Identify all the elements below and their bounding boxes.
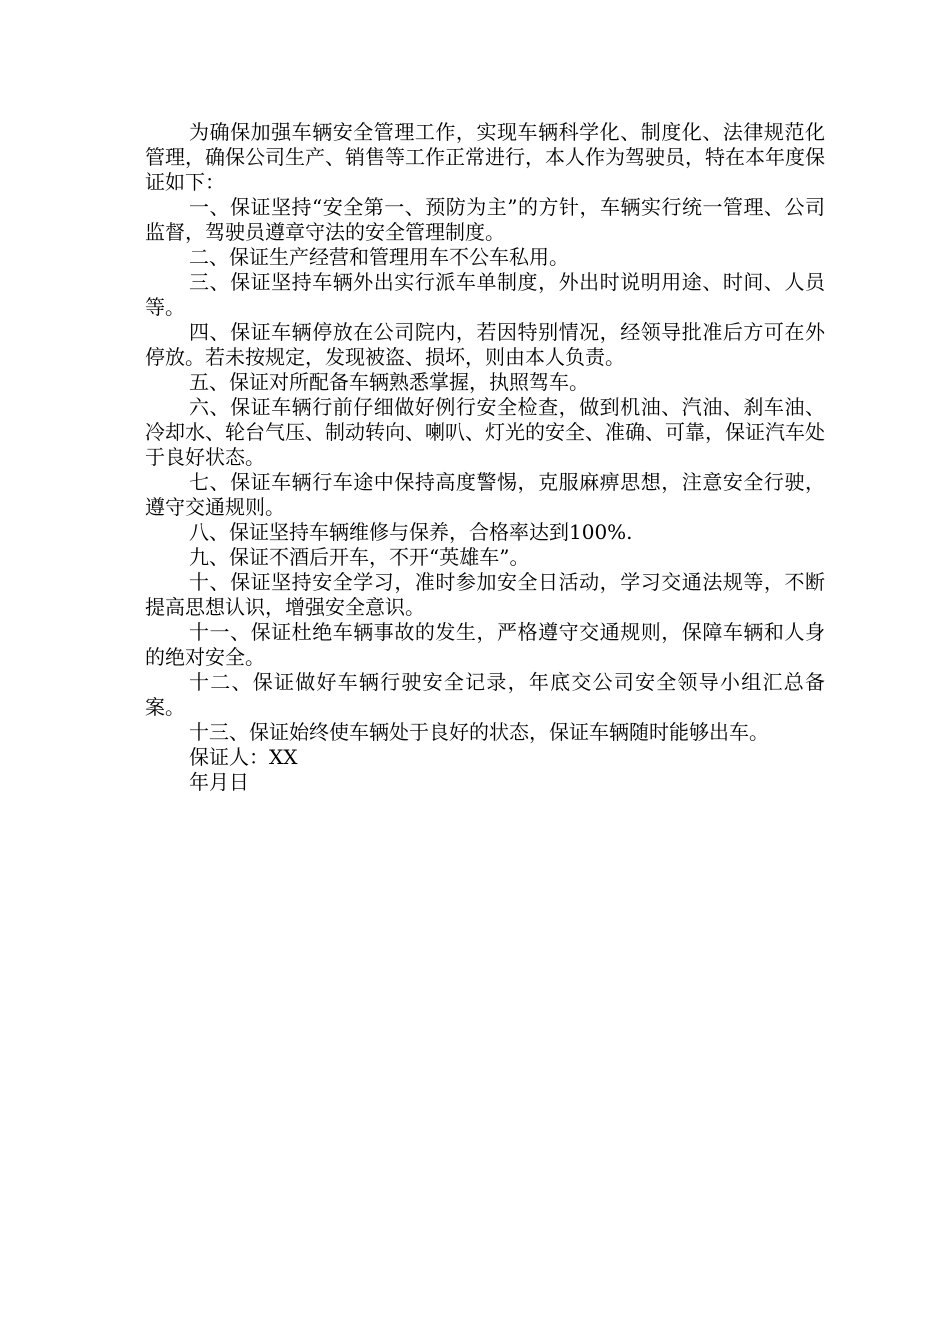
clause-4: 四、保证车辆停放在公司院内，若因特别情况，经领导批准后方可在外停放。若未按规定，发现被盗、损坏，则由本人负责。 <box>145 320 825 369</box>
clause-2: 二、保证生产经营和管理用车不公车私用。 <box>189 245 569 269</box>
clause-13: 十三、保证始终使车辆处于良好的状态，保证车辆随时能够出车。 <box>189 720 769 744</box>
clause-12: 十二、保证做好车辆行驶安全记录，年底交公司安全领导小组汇总备案。 <box>145 670 825 719</box>
clause-1: 一、保证坚持“安全第一、预防为主”的方针，车辆实行统一管理、公司监督，驾驶员遵章守法的安全管理制度。 <box>145 195 825 244</box>
date-line: 年月日 <box>189 770 249 794</box>
clause-5: 五、保证对所配备车辆熟悉掌握，执照驾车。 <box>189 370 589 394</box>
clause-6: 六、保证车辆行前仔细做好例行安全检查，做到机油、汽油、刹车油、冷却水、轮台气压、制动转向、喇叭、灯光的安全、准确、可靠，保证汽车处于良好状态。 <box>145 395 825 469</box>
clause-9: 九、保证不酒后开车，不开“英雄车”。 <box>189 545 530 569</box>
guarantor-signature: 保证人：XX <box>189 745 298 769</box>
clause-11: 十一、保证杜绝车辆事故的发生，严格遵守交通规则，保障车辆和人身的绝对安全。 <box>145 620 825 669</box>
clause-8: 八、保证坚持车辆维修与保养，合格率达到100%. <box>189 520 633 544</box>
intro-paragraph: 为确保加强车辆安全管理工作，实现车辆科学化、制度化、法律规范化管理，确保公司生产、销售等工作正常进行，本人作为驾驶员，特在本年度保证如下： <box>145 120 825 194</box>
clause-3: 三、保证坚持车辆外出实行派车单制度，外出时说明用途、时间、人员等。 <box>145 270 825 319</box>
clause-7: 七、保证车辆行车途中保持高度警惕，克服麻痹思想，注意安全行驶，遵守交通规则。 <box>145 470 825 519</box>
clause-10: 十、保证坚持安全学习，准时参加安全日活动，学习交通法规等，不断提高思想认识，增强安全意识。 <box>145 570 825 619</box>
document-body <box>145 120 825 795</box>
